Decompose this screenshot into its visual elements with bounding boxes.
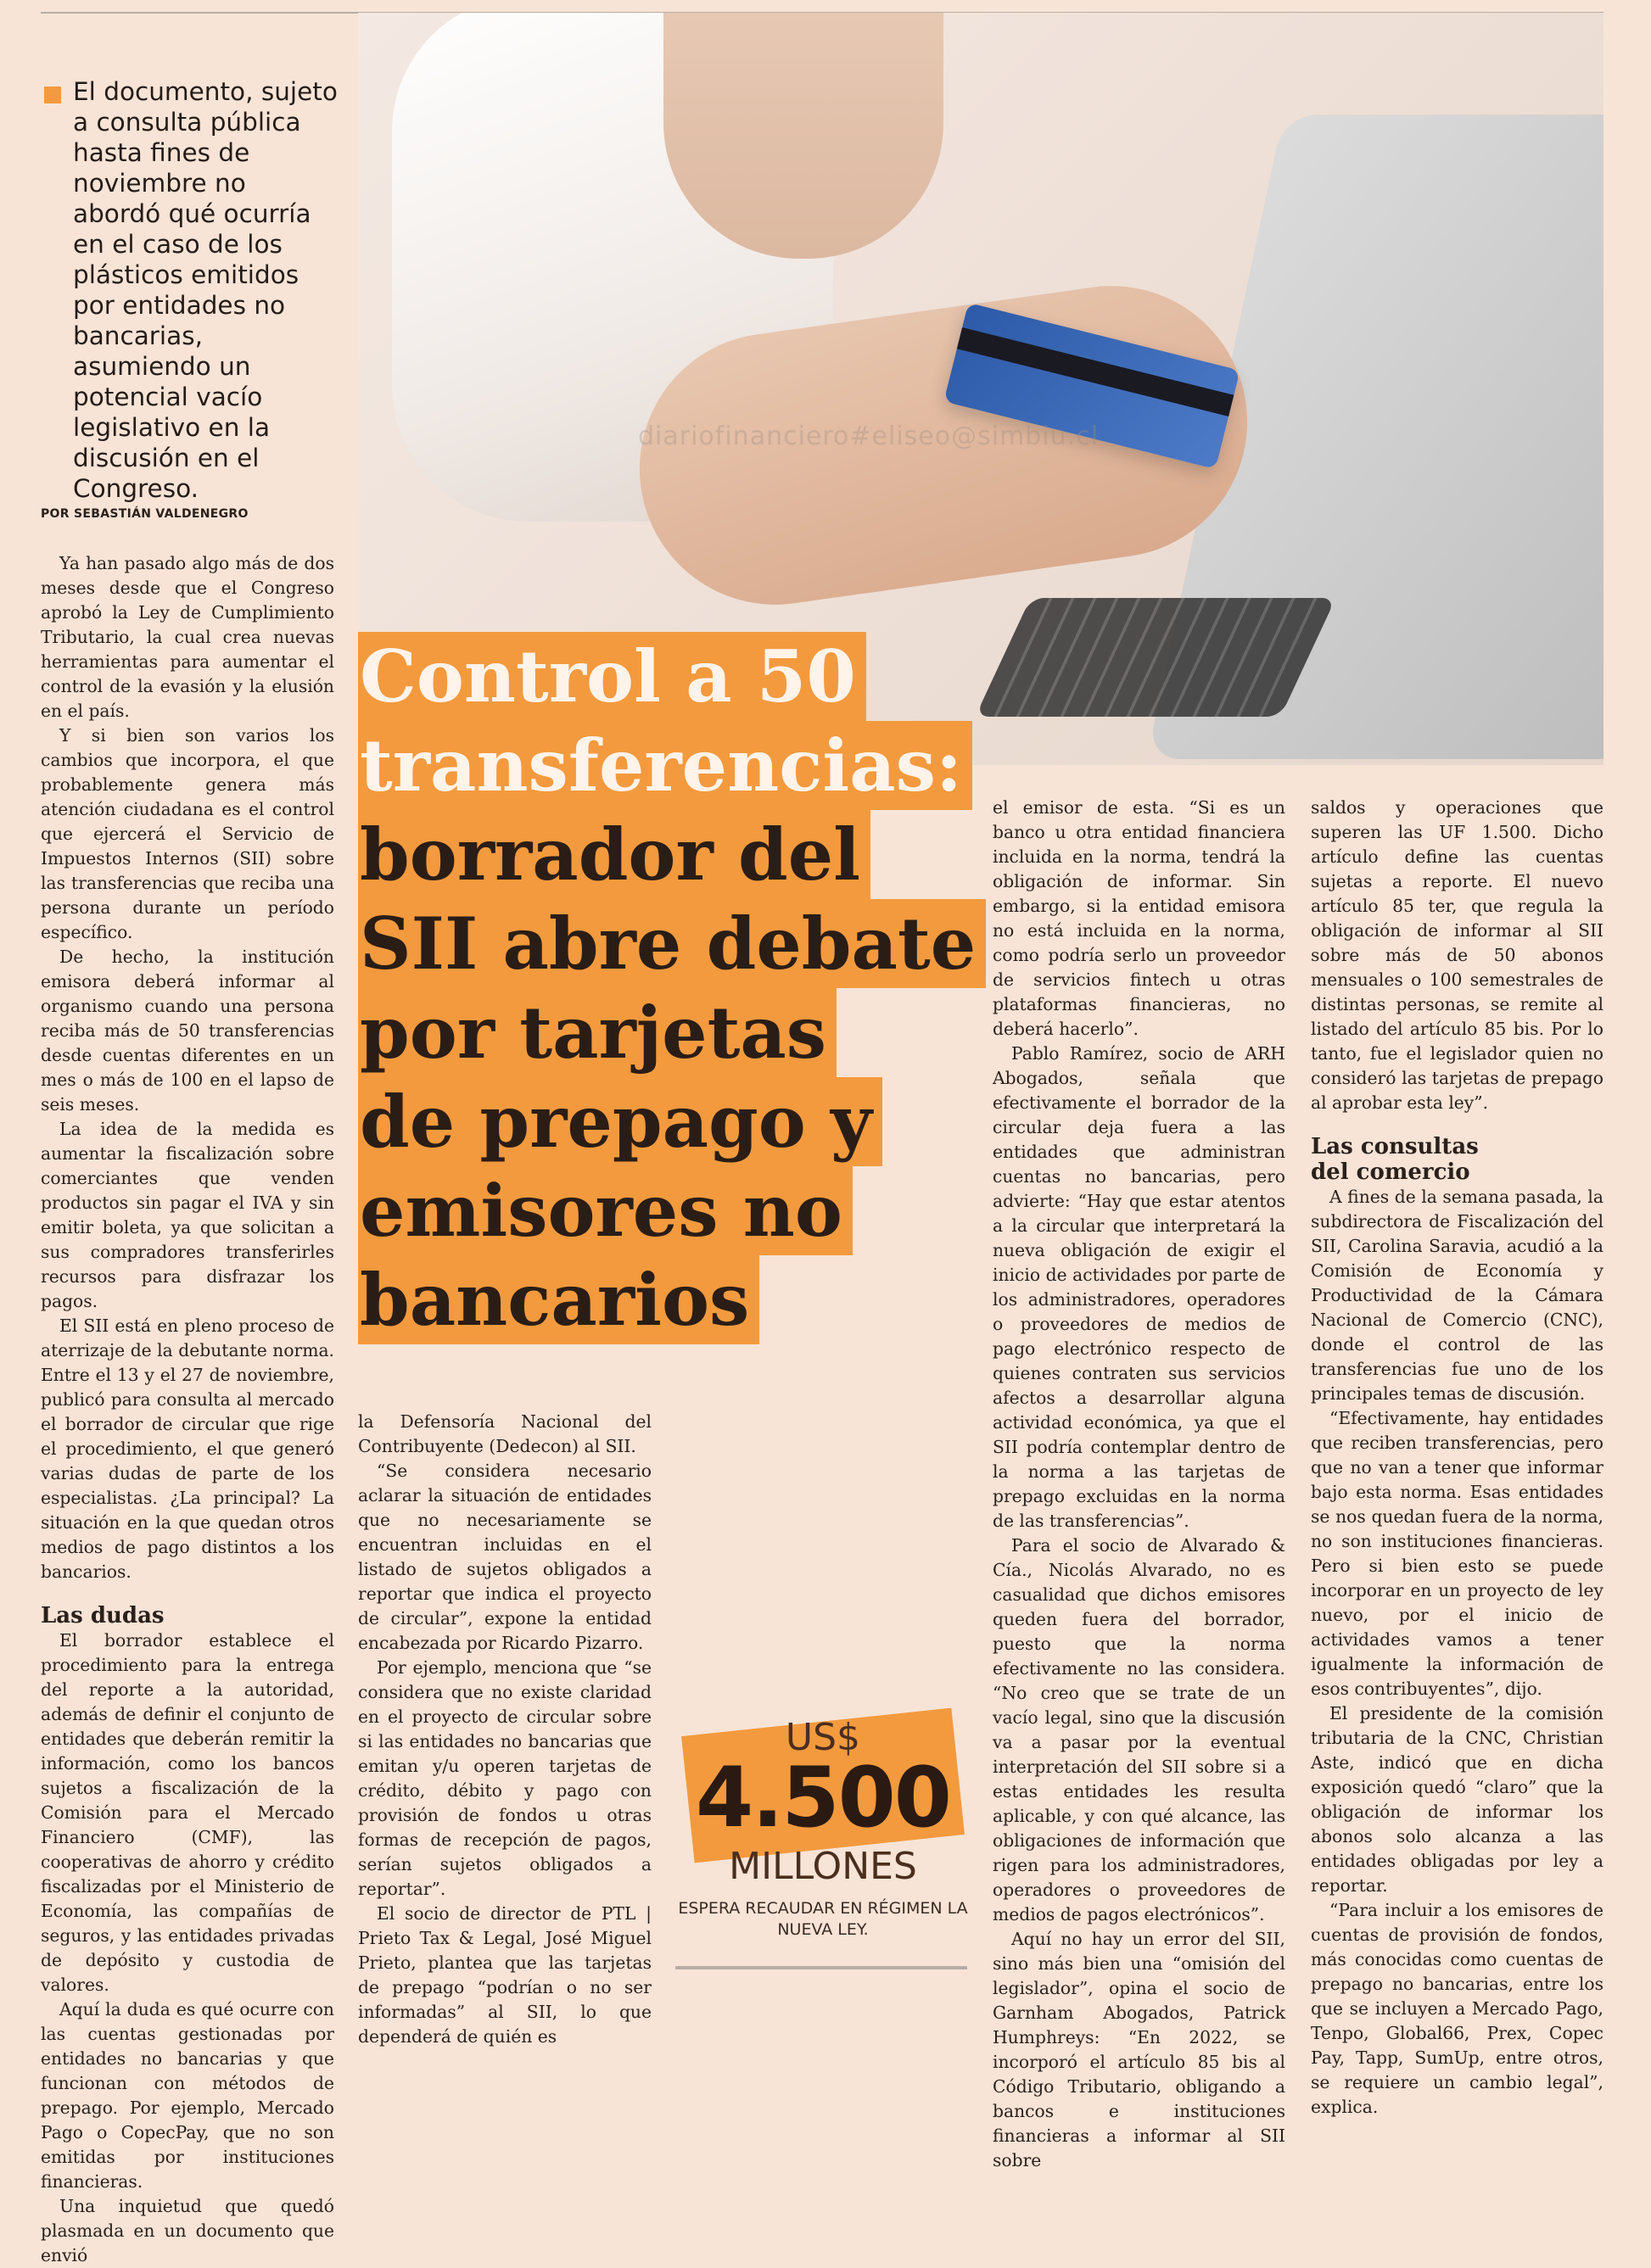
headline-line: emisores no <box>358 1166 853 1255</box>
paragraph: La idea de la medida es aumentar la fiscalización sobre comerciantes que venden productos sin pagar el IVA y sin emitir boleta, ya que solicitan a sus compradores transferirles recursos para disfrazar los pagos. <box>41 1119 334 1311</box>
stat-unit: MILLONES <box>729 1845 917 1888</box>
subhead-consultas <box>1311 1134 1603 1185</box>
column-1 <box>41 551 334 2268</box>
subhead-line: Las consultas <box>1311 1134 1479 1159</box>
paragraph: El socio de director de PTL | Prieto Tax & Legal, José Miguel Prieto, plantea que las tarjetas de prepago “podrían o no ser informadas” al SII, lo que dependerá de quién es <box>358 1903 652 2047</box>
headline-line: de prepago y <box>358 1077 882 1166</box>
paragraph: saldos y operaciones que superen las UF 1.500. Dicho artículo define las cuentas sujetas a reporte. El nuevo artículo 85 ter, que regula la obligación de informar al SII sobre más de 50 abonos mensuales o 100 semestrales de distintas personas, se remite al listado del artículo 85 bis. Por lo tanto, fue el legislador quien no consideró las tarjetas de prepago al aprobar esta ley”. <box>1311 797 1603 1113</box>
subhead-line: del comercio <box>1311 1159 1470 1185</box>
paragraph: El SII está en pleno proceso de aterrizaje de la debutante norma. Entre el 13 y el 27 de noviembre, publicó para consulta al mercado el borrador de circular que rige el procedimiento, el que generó varias dudas de parte de los especialistas. ¿La principal? La situación en la que quedan otros medios de pago distintos a los bancarios. <box>41 1316 334 1582</box>
paragraph: Aquí la duda es qué ocurre con las cuentas gestionadas por entidades no bancarias y que funcionan con métodos de prepago. Por ejemplo, Mercado Pago o CopecPay, que no son emitidas por instituciones financieras. <box>41 1999 334 2192</box>
stat-currency: US$ <box>785 1716 861 1759</box>
byline: POR SEBASTIÁN VALDENEGRO <box>41 507 249 521</box>
stat-box <box>670 1709 976 1887</box>
watermark: diariofinanciero#eliseo@simbiu.cl <box>638 422 1100 451</box>
paragraph: Ya han pasado algo más de dos meses desde que el Congreso aprobó la Ley de Cumplimiento Tributario, la cual crea nuevas herramientas para aumentar el control de la evasión y la elusión en el país. <box>41 553 334 721</box>
paragraph: Pablo Ramírez, socio de ARH Abogados, señala que efectivamente el borrador de la circular deja fuera a las entidades que administran cuentas no bancarias, pero advierte: “Hay que estar atentos a la circular que interpretará la nueva obligación de exigir el inicio de actividades por parte de los administradores, operadores o proveedores de medios de pago electrónico respecto de quienes contraten sus servicios afectos a desarrollar alguna actividad económica, ya que el SII podría contemplar dentro de la norma a las tarjetas de prepago excluidas en la norma de las transferencias”. <box>993 1043 1285 1531</box>
subhead-dudas: Las dudas <box>41 1603 165 1628</box>
paragraph: El presidente de la comisión tributaria de la CNC, Christian Aste, indicó que en dicha exposición quedó “claro” que la obligación de informar los abonos solo alcanza a las entidades obligadas por ley a reportar. <box>1311 1703 1603 1896</box>
paragraph: El borrador establece el procedimiento para la entrega del reporte a la autoridad, además de definir el conjunto de entidades que deberán remitir la información, como los bancos sujetos a fiscalización de la Comisión para el Mercado Financiero (CMF), las cooperativas de ahorro y crédito fiscalizadas por el Ministerio de Economía, las compañías de seguros, y las entidades privadas de depósito y custodia de valores. <box>41 1630 334 1995</box>
deck-text: El documento, sujeto a consulta pública hasta fines de noviembre no abordó qué ocurría en el caso de los plásticos emitidos por entidades no bancarias, asumiendo un potencial vacío legislativo en la discusión en el Congreso. <box>73 77 338 503</box>
headline-line: bancarios <box>358 1255 759 1344</box>
deck <box>41 76 338 504</box>
paragraph: Por ejemplo, menciona que “se considera que no existe claridad en el proyecto de circular sobre si las entidades no bancarias que emitan y/u operen tarjetas de crédito, débito y pago con provisión de fondos u otras formas de recepción de pagos, serían sujetos obligados a reportar”. <box>358 1657 652 1899</box>
paragraph: De hecho, la institución emisora deberá informar al organismo cuando una persona reciba más de 50 transferencias desde cuentas diferentes en un mes o más de 100 en el lapso de seis meses. <box>41 947 334 1114</box>
stat-rule <box>675 1966 967 1969</box>
paragraph: “Para incluir a los emisores de cuentas de provisión de fondos, más conocidas como cuentas de prepago no bancarias, entre los que se incluyen a Mercado Pago, Tenpo, Global66, Prex, Copec Pay, Tapp, SumUp, entre otros, se requiere un cambio legal”, explica. <box>1311 1900 1603 2117</box>
column-4 <box>1311 796 1603 2120</box>
paragraph: Aquí no hay un error del SII, sino más bien una “omisión del legislador”, opina el socio de Garnham Abogados, Patrick Humphreys: “En 2022, se incorporó el artículo 85 bis al Código Tributario, obligando a bancos e instituciones financieras a informar al SII sobre <box>993 1929 1285 2170</box>
paragraph: Una inquietud que quedó plasmada en un documento que envió <box>41 2196 334 2265</box>
headline-line: por tarjetas <box>358 988 837 1077</box>
stat-number: 4.500 <box>696 1750 950 1846</box>
headline-line: Control a 50 <box>358 632 866 721</box>
bullet-square-icon <box>44 87 61 103</box>
paragraph: Y si bien son varios los cambios que incorpora, el que probablemente genera más atención ciudadana es el control que ejercerá el Servicio de Impuestos Internos (SII) sobre las transferencias que reciba una persona durante un período específico. <box>41 725 334 942</box>
headline <box>358 632 977 1344</box>
paragraph: Para el socio de Alvarado & Cía., Nicolás Alvarado, no es casualidad que dichos emisores queden fuera del borrador, puesto que la norma efectivamente no las considera. “No creo que se trate de un vacío legal, sino que la discusión va a pasar por la eventual interpretación del SII sobre si a estas entidades les resulta aplicable, y con qué alcance, las obligaciones de información que rigen para los administradores, operadores o proveedores de medios de pagos electrónicos”. <box>993 1535 1285 1924</box>
headline-line: SII abre debate <box>358 899 986 988</box>
stat-caption: ESPERA RECAUDAR EN RÉGIMEN LA NUEVA LEY. <box>678 1899 968 1939</box>
paragraph: el emisor de esta. “Si es un banco u otra entidad financiera incluida en la norma, tendrá la obligación de informar. Sin embargo, si la entidad emisora no está incluida en la norma, como podría serlo un proveedor de servicios fintech u otras plataformas financieras, no deberá hacerlo”. <box>993 797 1285 1039</box>
paragraph: “Se considera necesario aclarar la situación de entidades que no necesariamente se encuentran incluidas en el listado de sujetos obligados a reportar que indica el proyecto de circular”, expone la entidad encabezada por Ricardo Pizarro. <box>358 1461 652 1653</box>
column-2 <box>358 1410 652 2049</box>
paragraph: “Efectivamente, hay entidades que reciben transferencias, pero que no van a tener que informar bajo esta norma. Esas entidades se nos quedan fuera de la norma, no son instituciones financieras. Pero si bien esto se puede incorporar en un proyecto de ley nuevo, por el inicio de actividades vamos a tener igualmente la información de esos contribuyentes”, dijo. <box>1311 1408 1603 1699</box>
headline-line: transferencias: <box>358 721 972 810</box>
headline-line: borrador del <box>358 810 870 899</box>
paragraph: la Defensoría Nacional del Contribuyente (Dedecon) al SII. <box>358 1411 652 1456</box>
paragraph: A fines de la semana pasada, la subdirectora de Fiscalización del SII, Carolina Saravia, acudió a la Comisión de Economía y Productividad de la Cámara Nacional de Comercio (CNC), donde el control de las transferencias fue uno de los principales temas de discusión. <box>1311 1187 1603 1404</box>
column-3 <box>993 796 1285 2173</box>
